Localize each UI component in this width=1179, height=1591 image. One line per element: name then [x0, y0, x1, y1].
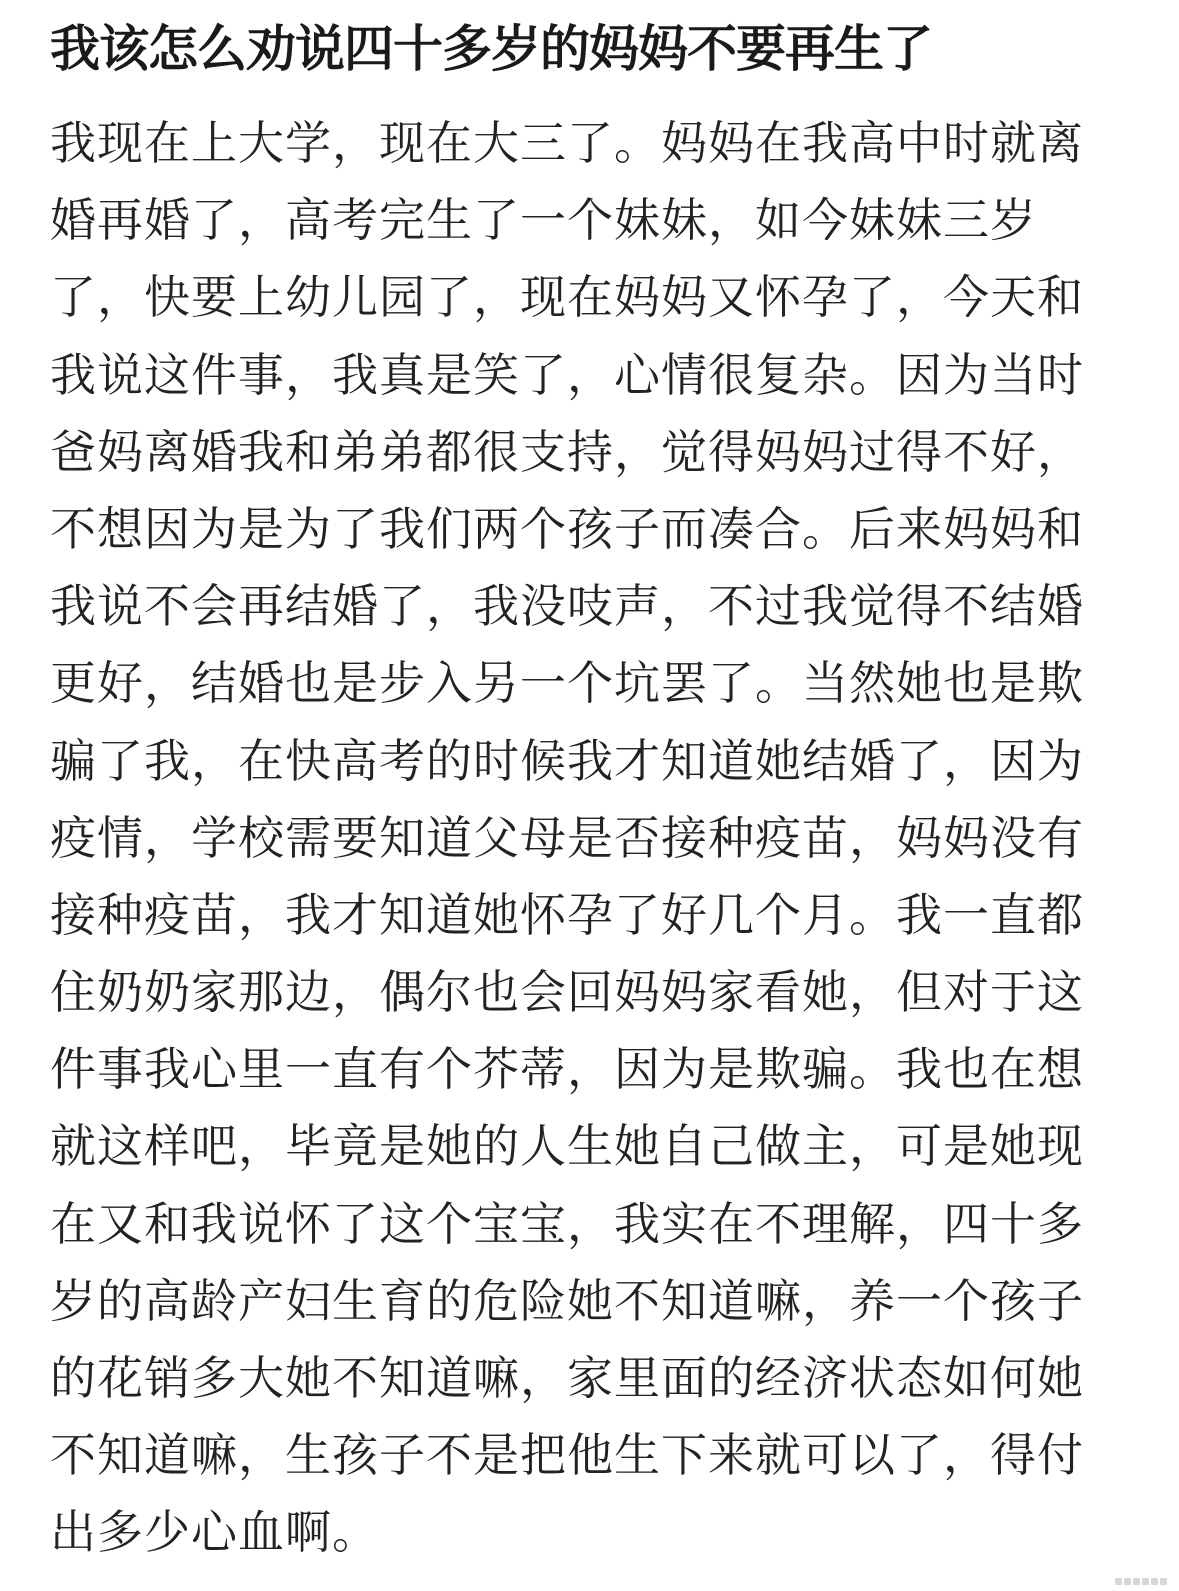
post-line: 我说这件事，我真是笑了，心情很复杂。因为当时 — [50, 347, 1084, 402]
post-line: 出多少心血啊。 — [50, 1505, 379, 1560]
watermark-dot — [1151, 1578, 1158, 1585]
post-body — [50, 105, 1130, 1572]
post-line: 疫情，学校需要知道父母是否接种疫苗，妈妈没有 — [50, 810, 1084, 865]
post-line: 爸妈离婚我和弟弟都很支持，觉得妈妈过得不好， — [50, 424, 1084, 479]
watermark-dots — [1115, 1578, 1167, 1585]
watermark-dot — [1124, 1578, 1131, 1585]
post-line: 我说不会再结婚了，我没吱声，不过我觉得不结婚 — [50, 579, 1084, 634]
post-line: 件事我心里一直有个芥蒂，因为是欺骗。我也在想 — [50, 1042, 1084, 1097]
post-line: 了，快要上幼儿园了，现在妈妈又怀孕了，今天和 — [50, 270, 1084, 325]
watermark-dot — [1160, 1578, 1167, 1585]
post-container — [50, 0, 1130, 1572]
watermark-dot — [1115, 1578, 1122, 1585]
post-line: 不知道嘛，生孩子不是把他生下来就可以了，得付 — [50, 1428, 1084, 1483]
post-line: 骗了我，在快高考的时候我才知道她结婚了，因为 — [50, 733, 1084, 788]
post-line: 更好，结婚也是步入另一个坑罢了。当然她也是欺 — [50, 656, 1084, 711]
post-line: 就这样吧，毕竟是她的人生她自己做主，可是她现 — [50, 1119, 1084, 1174]
post-line: 接种疫苗，我才知道她怀孕了好几个月。我一直都 — [50, 887, 1084, 942]
post-line: 的花销多大她不知道嘛，家里面的经济状态如何她 — [50, 1351, 1084, 1405]
post-line: 岁的高龄产妇生育的危险她不知道嘛，养一个孩子 — [50, 1273, 1084, 1328]
post-line: 我现在上大学，现在大三了。妈妈在我高中时就离 — [50, 116, 1084, 170]
post-line: 在又和我说怀了这个宝宝，我实在不理解，四十多 — [50, 1196, 1084, 1251]
post-line: 住奶奶家那边，偶尔也会回妈妈家看她，但对于这 — [50, 965, 1084, 1020]
watermark-dot — [1133, 1578, 1140, 1585]
post-title: 我该怎么劝说四十多岁的妈妈不要再生了 — [50, 20, 932, 78]
watermark-dot — [1142, 1578, 1149, 1585]
post-line: 婚再婚了，高考完生了一个妹妹，如今妹妹三岁 — [50, 193, 1037, 248]
post-line: 不想因为是为了我们两个孩子而凑合。后来妈妈和 — [50, 501, 1084, 556]
